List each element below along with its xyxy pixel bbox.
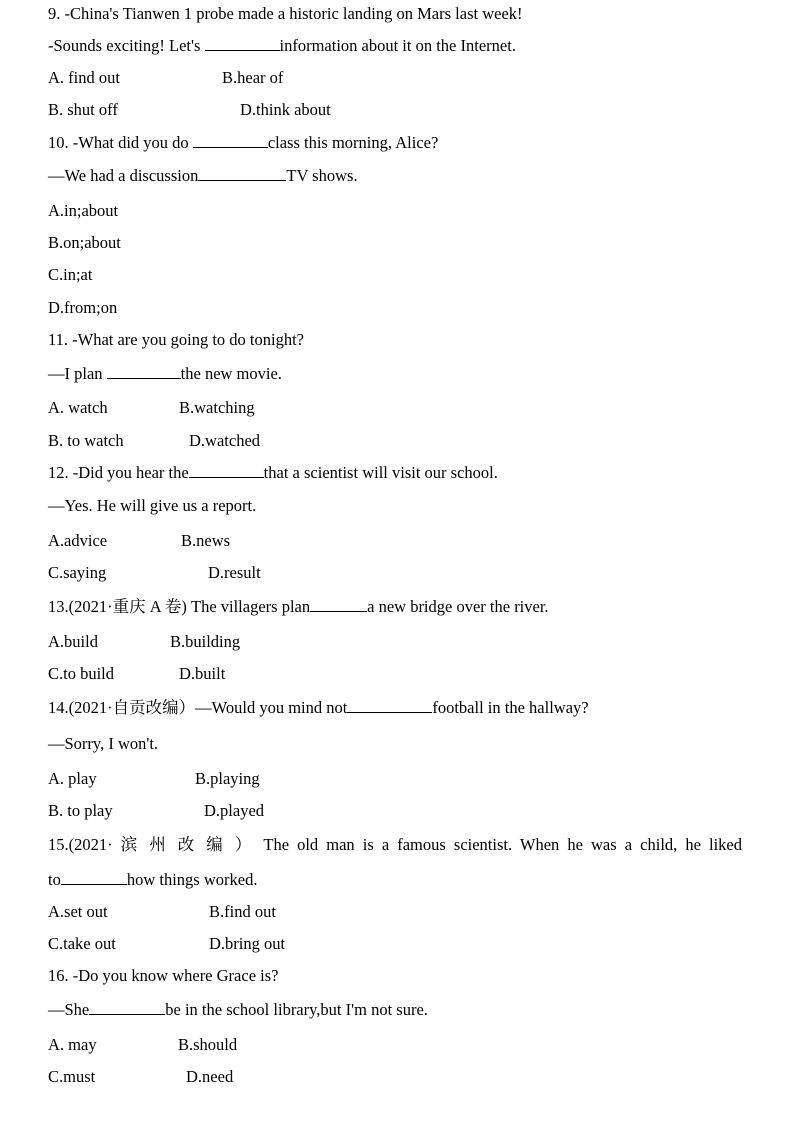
option-d: D.bring out [209, 934, 286, 953]
option-c: B. shut off [48, 100, 118, 119]
option-b: B.playing [195, 769, 260, 788]
question-9-reply: -Sounds exciting! Let's information about it on the Internet. [48, 36, 516, 55]
question-9-options-row-2 [48, 100, 331, 120]
question-11-stem: 11. -What are you going to do tonight? [48, 330, 304, 349]
question-13-stem: 13.(2021·重庆 A 卷) The villagers plan a new bridge over the river. [48, 597, 549, 616]
answer-blank [89, 1000, 165, 1015]
question-14-reply: —Sorry, I won't. [48, 734, 159, 753]
option-d: D.played [204, 801, 265, 820]
question-12-stem: 12. -Did you hear the that a scientist will visit our school. [48, 463, 498, 482]
question-10-option-a: A.in;about [48, 201, 119, 220]
option-d: D.built [179, 664, 226, 683]
question-11-options-row-2 [48, 431, 260, 451]
question-15-options-row-2 [48, 934, 285, 954]
option-d: D.think about [240, 100, 331, 119]
answer-blank [205, 36, 280, 51]
question-12-options-row-2 [48, 563, 261, 583]
option-a: A.advice [48, 531, 108, 550]
question-9-options-row-1 [48, 68, 283, 88]
question-10-option-b: B.on;about [48, 233, 121, 252]
question-14-options-row-1 [48, 769, 260, 789]
question-16-options-row-1 [48, 1035, 237, 1055]
option-b: B.should [178, 1035, 238, 1054]
question-15-continuation: to how things worked. [48, 870, 258, 889]
question-13-options-row-2 [48, 664, 225, 684]
option-b: B.building [170, 632, 241, 651]
answer-blank [347, 698, 432, 713]
question-11-reply: —I plan the new movie. [48, 364, 282, 383]
answer-blank [61, 870, 127, 885]
question-12-options-row-1 [48, 531, 230, 551]
option-c: C.must [48, 1067, 96, 1086]
question-14-options-row-2 [48, 801, 264, 821]
option-a: A.build [48, 632, 98, 651]
option-c: B. to watch [48, 431, 124, 450]
option-c: C.saying [48, 563, 107, 582]
answer-blank [310, 597, 367, 612]
answer-blank [193, 133, 268, 148]
question-13-options-row-1 [48, 632, 240, 652]
option-b: B.hear of [222, 68, 284, 87]
option-a: A. find out [48, 68, 120, 87]
question-16-options-row-2 [48, 1067, 233, 1087]
question-14-stem: 14.(2021·自贡改编）—Would you mind not football in the hallway? [48, 698, 589, 717]
option-a: A. play [48, 769, 97, 788]
question-10-reply: —We had a discussion TV shows. [48, 166, 358, 185]
option-b: B.find out [209, 902, 276, 921]
option-b: B.watching [179, 398, 255, 417]
option-c: C.take out [48, 934, 116, 953]
option-c: C.to build [48, 664, 115, 683]
option-d: D.result [208, 563, 261, 582]
option-b: B.news [181, 531, 231, 550]
option-a: A.set out [48, 902, 108, 921]
answer-blank [198, 166, 286, 181]
question-15-options-row-1 [48, 902, 276, 922]
option-a: A. may [48, 1035, 97, 1054]
option-c: B. to play [48, 801, 113, 820]
question-10-option-d: D.from;on [48, 298, 118, 317]
question-15-stem: 15.(2021· 滨 州 改 编 ） The old man is a famous scientist. When he was a child, he liked [48, 835, 742, 854]
option-d: D.need [186, 1067, 234, 1086]
question-16-stem: 16. -Do you know where Grace is? [48, 966, 279, 985]
question-10-option-c: C.in;at [48, 265, 93, 284]
answer-blank [189, 463, 264, 478]
question-12-reply: —Yes. He will give us a report. [48, 496, 257, 515]
question-9-stem: 9. -China's Tianwen 1 probe made a historic landing on Mars last week! [48, 4, 523, 23]
option-d: D.watched [189, 431, 261, 450]
answer-blank [107, 364, 181, 379]
question-11-options-row-1 [48, 398, 255, 418]
option-a: A. watch [48, 398, 108, 417]
question-10-stem: 10. -What did you do class this morning, Alice? [48, 133, 439, 152]
question-16-reply: —She be in the school library,but I'm not sure. [48, 1000, 428, 1019]
